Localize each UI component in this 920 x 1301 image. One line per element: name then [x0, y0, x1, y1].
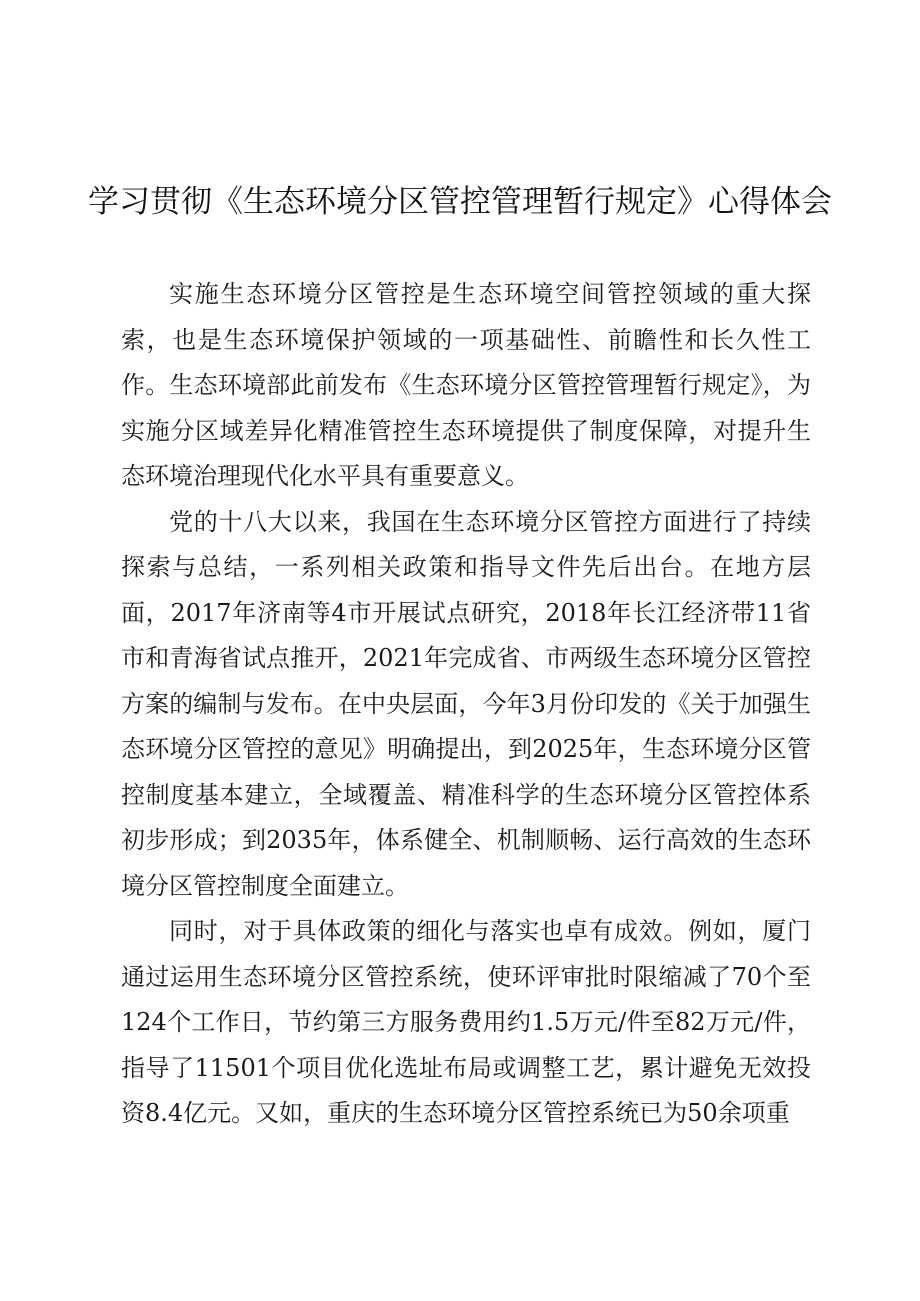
paragraph-2: 党的十八大以来，我国在生态环境分区管控方面进行了持续探索与总结，一系列相关政策和指导文件先后出台。在地方层面，2017年济南等4市开展试点研究，2018年长江经济带11省市和青海省试点推开，2021年完成省、市两级生态环境分区管控方案的编制与发布。在中央层面，今年3月份印发的《关于加强生态环境分区管控的意见》明确提出，到2025年，生态环境分区管控制度基本建立，全域覆盖、精准科学的生态环境分区管控体系初步形成；到2035年，体系健全、机制顺畅、运行高效的生态环境分区管控制度全面建立。 — [121, 507, 811, 900]
paragraph-1: 实施生态环境分区管控是生态环境空间管控领域的重大探索，也是生态环境保护领域的一项基础性、前瞻性和长久性工作。生态环境部此前发布《生态环境分区管控管理暂行规定》，为实施分区域差异化精准管控生态环境提供了制度保障，对提升生态环境治理现代化水平具有重要意义。 — [121, 280, 811, 490]
paragraph-3: 同时，对于具体政策的细化与落实也卓有成效。例如，厦门通过运用生态环境分区管控系统，使环评审批时限缩减了70个至124个工作日，节约第三方服务费用约1.5万元/件至82万元/件，指导了11501个项目优化选址布局或调整工艺，累计避免无效投资8.4亿元。又如，重庆的生态环境分区管控系统已为50余项重 — [121, 917, 811, 1127]
document-title: 学习贯彻《生态环境分区管控管理暂行规定》心得体会 — [88, 184, 832, 220]
document-body — [121, 272, 811, 1137]
